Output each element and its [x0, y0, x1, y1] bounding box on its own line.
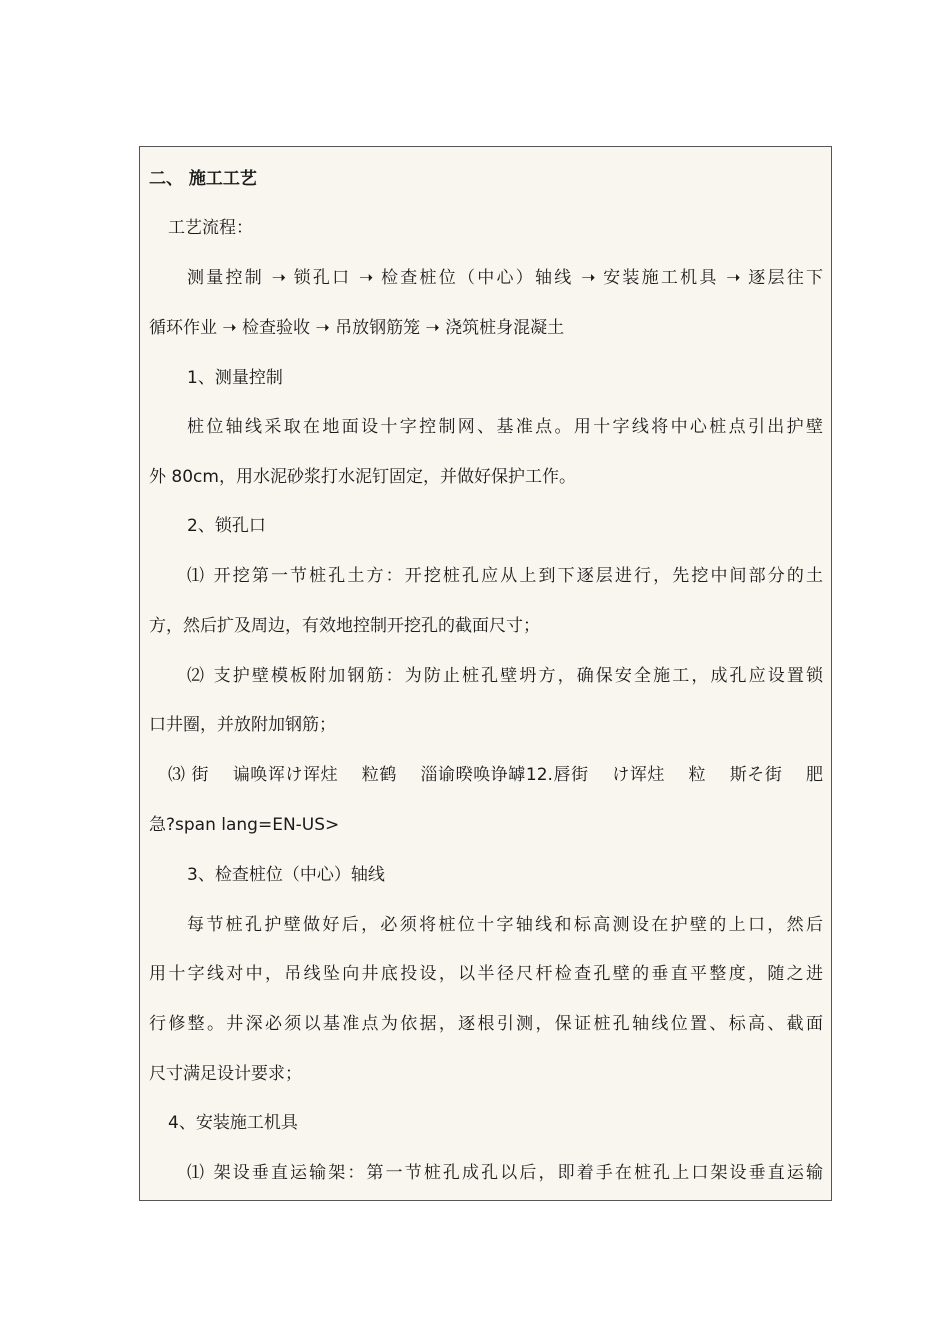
section-heading: 二、 施工工艺 — [149, 169, 257, 189]
paragraph-line: 用十字线对中，吊线坠向井底投设，以半径尺杆检查孔壁的垂直平整度，随之进 — [149, 964, 823, 984]
paragraph-line: ⑵ 支护壁模板附加钢筋：为防止桩孔壁坍方，确保安全施工，成孔应设置锁 — [187, 666, 823, 686]
process-flow-label: 工艺流程： — [168, 218, 253, 238]
paragraph-line: 方，然后扩及周边，有效地控制开挖孔的截面尺寸； — [149, 616, 540, 636]
subheading-install-machinery: 4、安装施工机具 — [168, 1113, 298, 1133]
subheading-check-axis: 3、检查桩位（中心）轴线 — [187, 865, 385, 885]
subheading-survey-control: 1、测量控制 — [187, 368, 283, 388]
document-box — [139, 146, 832, 1201]
process-flow-line-1: 测量控制 ➝ 锁孔口 ➝ 检查桩位（中心）轴线 ➝ 安装施工机具 ➝ 逐层往下 — [187, 268, 823, 288]
paragraph-line: 口井圈，并放附加钢筋； — [149, 715, 336, 735]
process-flow-line-2: 循环作业 ➝ 检查验收 ➝ 吊放钢筋笼 ➝ 浇筑桩身混凝土 — [149, 318, 565, 338]
subheading-lock-hole: 2、锁孔口 — [187, 516, 266, 536]
paragraph-line: 行修整。井深必须以基准点为依据，逐根引测，保证桩孔轴线位置、标高、截面 — [149, 1014, 823, 1034]
paragraph-line: ⑴ 架设垂直运输架：第一节桩孔成孔以后，即着手在桩孔上口架设垂直运输 — [187, 1163, 823, 1183]
paragraph-line: 外 80cm，用水泥砂浆打水泥钉固定，并做好保护工作。 — [149, 467, 576, 487]
paragraph-line-garbled: 急?span lang=EN-US> — [149, 815, 340, 835]
paragraph-line: 每节桩孔护壁做好后，必须将桩位十字轴线和标高测设在护壁的上口，然后 — [187, 915, 823, 935]
paragraph-line: 尺寸满足设计要求； — [149, 1064, 302, 1084]
paragraph-line-garbled: ⑶ 街 谝唤诨け诨炷 粒鹤 淄谕暌唤诤罅12.唇街 け诨炷 粒 斯そ街 肥 — [168, 765, 823, 785]
paragraph-line: 桩位轴线采取在地面设十字控制网、基准点。用十字线将中心桩点引出护壁 — [187, 417, 823, 437]
paragraph-line: ⑴ 开挖第一节桩孔土方：开挖桩孔应从上到下逐层进行，先挖中间部分的土 — [187, 566, 823, 586]
